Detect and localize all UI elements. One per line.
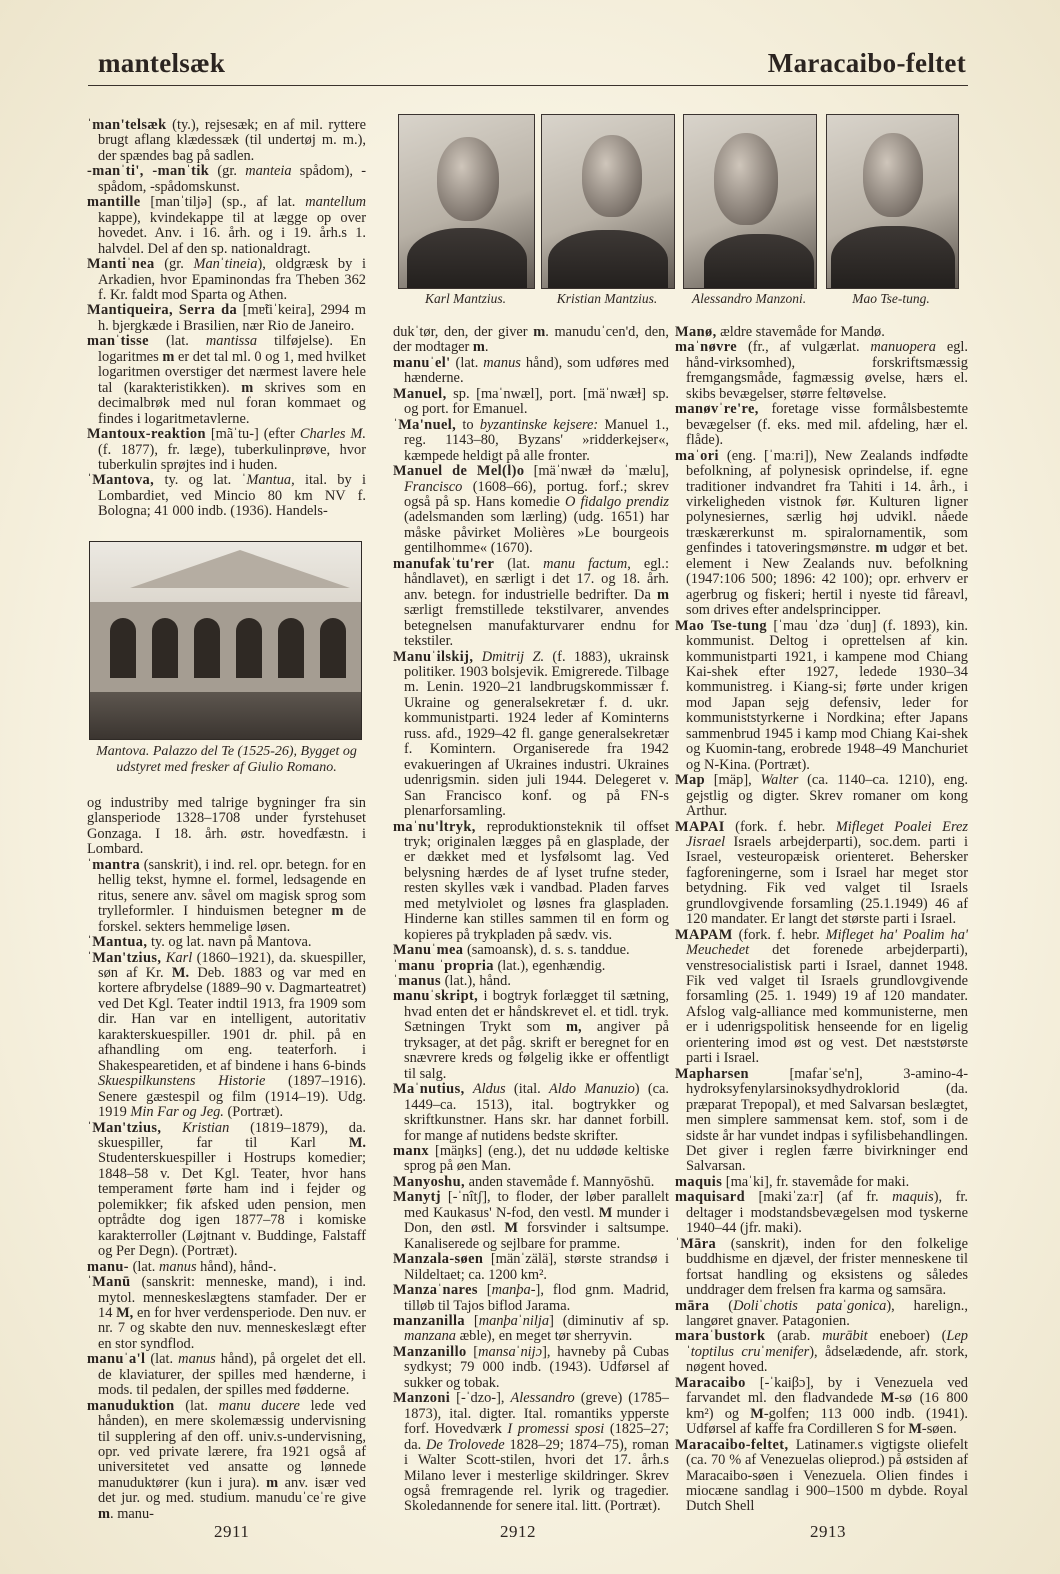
bold-abbrev: M: [880, 1390, 895, 1407]
entry-headword: Manzoni: [393, 1390, 451, 1407]
entry: manuduktion (lat. manu ducere lede ved hånden), en mere skolemæssig undervisning til supplering af den off. univ.s-undervisning, opr. ved private lærere, fra 1921 også af universitetet ved ansatte og lønnede manuduktører (kun i jura). m anv. især ved det jur. og med. studium. manuduˈceˈre give m. manu-: [87, 1397, 366, 1522]
entry-headword: manuˈa'l: [87, 1351, 146, 1368]
entry: ˈMantova, ty. og lat. ˈMantua, ital. by i Lombardiet, ved Mincio 80 km NV f. Bologna; 41 000 indb. (1936). Handels-: [87, 472, 366, 520]
entry-headword: Manuel de Mel(l)o: [393, 463, 525, 480]
entry: ˈMa'nuel, to byzantinske kejsere: Manuel 1., reg. 1143–80, Byzans' »ridderkejser«, kæmpede heldigt på alle fronter.: [393, 416, 670, 464]
entry-headword: ˈMantua,: [87, 934, 148, 951]
portrait-caption: Kristian Mantzius.: [556, 291, 658, 306]
italic-text: Manˈtineia: [193, 256, 258, 273]
italic-text: manzana: [404, 1328, 456, 1345]
entry-headword: ˈman'telsæk: [87, 117, 167, 133]
entry-headword: manuˈskript,: [393, 988, 479, 1005]
entry-headword: maˈnu'ltryk,: [393, 818, 476, 835]
entry-headword: manuduktion: [87, 1397, 175, 1414]
entry: Manzoni [-ˈdzo-], Alessandro (greve) (1785–1873), ital. digter. Ital. romantiks ypperste forf. Hovedværk I promessi sposi (1825–27; da. De Trolovede 1828–29; 1874–75), roman i Walter Scott-stilen, hvori det 17. årh.s Milano lever i mesterlige skildringer. Skrev også fremragende rel. lyrik og tragedier. Skoledannende for senere ital. litt. (Portræt).: [393, 1390, 670, 1515]
entry-headword: manzanilla: [393, 1313, 465, 1329]
italic-text: Aldus: [472, 1081, 506, 1098]
entry: manu- (lat. manus hånd), hånd-.: [87, 1258, 277, 1275]
entry: Mapharsen [mafarˈse'n], 3-amino-4-hydroksyfenylarsinoksydhydroklorid (da. præparat Trepopal), et med Salvarsan beslægtet, men simplere sammensat kem. stof, som i de sidste år har vundet indpas i syfilisbehandlingen. Det giver i reglen færre bivirkninger end Salvarsan.: [675, 1065, 968, 1175]
entry: Manyoshu, anden stavemåde f. Mannyōshū.: [393, 1173, 655, 1190]
photo-caption: Mantova. Palazzo del Te (1525-26), Bygget og udstyret med fresker af Giulio Romano.: [96, 744, 357, 775]
entry-headword: Manyoshu,: [393, 1173, 465, 1190]
italic-text: Mifleget Poalei Erez Jisrael: [686, 818, 968, 850]
entry: manufakˈtu'rer (lat. manu factum, egl.: håndlavet), en særligt i det 17. og 18. årh. anv. betegn. for industrielle bedrifter. Da m særligt fremstillede tekstilvarer, anvendes betegnelsen manufakturvarer endnu for tekstiler.: [393, 555, 669, 650]
entry: Manuˈilskij, Dmitrij Z. (f. 1883), ukrainsk politiker. 1903 bolsjevik. Emigrerede. Tilbage m. Lenin. 1920–21 landbrugskommissær f. Ukraine og generalsekretær f. d. ukr. kommunistparti. 1924 leder af Kominterns russ. afd., 1929–42 fl. gange generalsekretær f. Komintern. Organiserede fra 1942 evakueringen af Ukraines industri. Ukraines udenrigsmin. siden juli 1944. Delegeret v. San Francisco konf. og på FN-s plenarforsamling.: [393, 648, 669, 820]
italic-text: manus: [483, 354, 521, 371]
entry-headword: manu-: [87, 1258, 129, 1275]
header-rule: [88, 85, 968, 86]
entry: Manuel, sp. [maˈnwæl], port. [mäˈnwæɫ] sp. og port. for Emanuel.: [393, 385, 669, 418]
bold-abbrev: m: [241, 379, 254, 396]
italic-text: byzantinske kejsere:: [479, 416, 599, 433]
portrait-body: [548, 230, 668, 289]
entry: manx [mäŋks] (eng.), det nu uddøde keltiske sprog på øen Man.: [393, 1143, 669, 1175]
bold-abbrev: m: [266, 1474, 279, 1491]
entry: Manzala-søen [mänˈzälä], største strandsø i Nildeltaet; ca. 1200 km².: [393, 1251, 669, 1283]
entry-headword: ˈManū: [87, 1274, 131, 1291]
bold-abbrev: m: [533, 324, 546, 340]
italic-text: manþa-: [491, 1282, 536, 1299]
entry-headword: ˈMan'tzius,: [87, 1119, 162, 1136]
entry: maquis [maˈki], fr. stavemåde for maki.: [675, 1173, 910, 1190]
italic-text: Karl: [165, 949, 193, 966]
portrait-caption: Mao Tse-tung.: [852, 291, 930, 306]
italic-text: maquis: [892, 1189, 934, 1206]
running-head-left: mantelsæk: [98, 48, 226, 78]
mantova-palazzo-photo: [89, 541, 362, 740]
entry: MAPAM (fork. f. hebr. Mifleget ha' Poalim ha' Meuchedet det forenede arbejderparti), venstresocialistisk parti i Israel, dannet 1948. Fik ved valget til Israels grundlovgivende forsamling (25. 1. 1949) 19 af 120 mandater. Afslog valg-alliance med kommunisterne, men er i udenrigspolitisk henseende for en ligelig orientering imod øst og vest. Det næststørste parti i Israel.: [675, 926, 968, 1067]
entry-headword: Manø,: [675, 324, 717, 340]
portrait-head: [863, 133, 923, 217]
page-number: 2912: [500, 1522, 536, 1541]
italic-text: manuopera: [870, 339, 936, 356]
entry-headword: ˈmanu ˈpropria: [393, 957, 494, 974]
italic-text: manteia: [245, 163, 292, 180]
entry: Map [mäp], Walter (ca. 1140–ca. 1210), eng. gejstlig og digter. Skrev romaner om kong Arthur.: [675, 772, 968, 820]
entry-headword: Mantiˈnea: [87, 256, 155, 273]
bold-abbrev: M.: [348, 1134, 366, 1151]
entry: ˈMan'tzius, Kristian (1819–1879), da. skuespiller, far til Karl M. Studenterskuespiller i Hostrups komedier; 1848–58 v. Det Kgl. Teater, hvor hans temperament førte ham ind i fejder og polemikker; fik afsked uden pension, men optrådte dog igen 1877–78 i komiske karakterroller (Løjtnant v. Buddinge, Falstaff og Per Degn). (Portræt).: [87, 1119, 366, 1260]
entry-continuation: dukˈtør, den, der giver m. manuduˈcen'd, den, der modtager m.: [393, 324, 669, 356]
italic-text: Mifleget ha' Poalim ha' Meuchedet: [686, 926, 968, 959]
italic-text: Francisco: [404, 478, 463, 495]
portrait-body: [831, 226, 955, 289]
bold-abbrev: m,: [565, 1019, 582, 1036]
italic-text: De Trolovede: [426, 1436, 505, 1453]
entry-headword: manufakˈtu'rer: [393, 555, 495, 572]
entry-headword: manx: [393, 1143, 429, 1160]
entry-headword: maquis: [675, 1173, 723, 1190]
bold-abbrev: m: [657, 586, 669, 603]
entry: Manuel de Mel(l)o [mäˈnwæɫ də ˈmælu], Francisco (1608–66), portug. forf.; skrev også på sp. Hans komedie O fidalgo prendiz (adelsmanden som lærling) (udg. 1651) har måske påvirket Molières »Le bourgeois gentilhomme« (1670).: [393, 463, 669, 557]
entry-headword: maquisard: [675, 1189, 745, 1206]
entry: māra (Doliˈchotis pataˈgonica), harelign., langøret gnaver. Patagonien.: [675, 1297, 968, 1329]
entry: maˈnu'ltryk, reproduktionsteknik til offset tryk; originalen lægges på en glasplade, der er dækket med et lysfølsomt lag. Ved belysning hærdes de af lyset trufne steder, resten skylles væk i vandbad. Pladen farves med metylviolet og løsnes fra glaspladen. Hinderne kan stilles sammen til en form og kopieres på trykpladen på sædv. vis.: [393, 818, 669, 943]
portrait-caption: Alessandro Manzoni.: [691, 291, 807, 306]
entry-headword: manøvˈre're,: [675, 401, 759, 418]
italic-text: Doliˈchotis pataˈgonica: [733, 1297, 887, 1314]
italic-text: I promessi sposi: [507, 1421, 605, 1438]
entry-headword: maˈnøvre: [675, 339, 738, 356]
entry: Mantoux-reaktion [mãˈtu-] (efter Charles M. (f. 1877), fr. læge), tuberkulinprøve, hvor tuberkulin sprøjtes ind i huden.: [87, 426, 367, 473]
portrait-head: [437, 137, 499, 221]
entry: Mantiqueira, Serra da [mɐ̃tiˈkeira], 2994 m h. bjergkæde i Brasilien, nær Rio de Janeiro.: [87, 302, 366, 334]
entry-headword: Maracaibo: [675, 1374, 746, 1391]
italic-text: Skuespilkunstens Historie: [98, 1073, 266, 1090]
photo-arch: [152, 618, 178, 678]
entry-headword: Manzanillo: [393, 1343, 467, 1360]
entry: maˈori (eng. [ˈmaːri]), New Zealands indfødte befolkning, af polynesisk oprindelse, if. egne traditioner indvandret fra Tahiti i 14. årh., i virkeligheden vistnok før. Kulturen ligner polynesiernes, særlig høj udvikl. nåede træskærerkunst m. spiralornamentik, som genfindes i tatoveringsmønstre. m udgør et bet. element i New Zealands nuv. befolkning (1947:106 500; 1896: 42 100); opr. erhverv er agerbrug og fiskeri; hertil i nyeste tid fåreavl, som drives efter andelsprincipper.: [675, 447, 969, 619]
entry: maˈnøvre (fr., af vulgærlat. manuopera egl. hånd-virksomhed), forskriftsmæssig fremgangsmåde, fagmæssig øvelse, hærs el. skibs bevægelser, større feltøvelse.: [675, 339, 968, 402]
entry: Manytj [-ˈnîtʃ], to floder, der løber parallelt med Kaukasus' N-fod, den vestl. M munder i Don, den østl. M forsvinder i saltsumpe. Kanaliserede og sejlbare for pramme.: [393, 1189, 669, 1252]
entry: ˈManū (sanskrit: menneske, mand), i ind. mytol. menneskeslægtens stamfader. Der er 14 M, en for hver verdensperiode. Den nuv. er nr. 7 og skabte den nuv. menneskeslægt efter en stor syndflod.: [87, 1274, 366, 1352]
entry-headword: MAPAM: [675, 926, 733, 943]
entry: manuˈel' (lat. manus hånd), som udføres med hænderne.: [393, 354, 669, 387]
running-head-right: Maracaibo-feltet: [767, 48, 966, 78]
entry: Manuˈmea (samoansk), d. s. s. tanddue.: [393, 942, 630, 959]
entry: Manzanillo [mansaˈnijɔ], havneby på Cubas sydkyst; 79 000 indb. (1943). Udførsel af sukker og tobak.: [393, 1343, 670, 1391]
entry-headword: maˈori: [675, 447, 719, 464]
entry: ˈmanus (lat.), hånd.: [393, 973, 511, 990]
entry-headword: manˈtisse: [87, 333, 149, 350]
entry-headword: ˈMāra: [675, 1235, 717, 1252]
entry-headword: Mantoux-reaktion: [87, 426, 206, 443]
portrait-head: [714, 133, 778, 225]
entry-headword: Maˈnutius,: [393, 1081, 465, 1098]
bold-abbrev: m: [331, 903, 344, 920]
entry: Maˈnutius, Aldus (ital. Aldo Manuzio) (ca. 1449–ca. 1513), ital. bogtrykker og skriftkunstner. Hans skr. har dannet forbill. for mange af nutidens bedste skrifter.: [393, 1081, 670, 1144]
entry-headword: Manzala-søen: [393, 1251, 484, 1268]
portrait-karl-mantzius: [398, 114, 535, 289]
italic-text: Walter: [760, 772, 799, 789]
bold-abbrev: M,: [116, 1304, 134, 1321]
photo-water: [90, 692, 361, 739]
bold-abbrev: m: [472, 339, 485, 356]
entry-continuation: og industriby med talrige bygninger fra sin glansperiode 1328–1708 under fyrstehuset Gonzaga. I 18. årh. østr. hovedfæstn. i Lombard.: [87, 795, 366, 858]
italic-text: manu factum: [543, 555, 628, 572]
entry: ˈmanu ˈpropria (lat.), egenhændig.: [393, 957, 606, 974]
bold-abbrev: m: [875, 540, 888, 557]
page-number: 2913: [810, 1522, 846, 1541]
entry-headword: ˈMantova,: [87, 472, 155, 489]
portrait-kristian-mantzius: [541, 114, 675, 289]
column-2: [393, 325, 669, 1515]
entry: Maracaibo [-ˈkaiβɔ], by i Venezuela ved farvandet ml. den fladvandede M-sø (16 800 km²) og M-golfen; 113 000 indb. (1941). Udførsel af kaffe fra Cordilleren S for M-søen.: [675, 1374, 968, 1438]
entry: MAPAI (fork. f. hebr. Mifleget Poalei Erez Jisrael Israels arbejderparti), soc.dem. parti i Israel, vesteuropæisk orienteret. Behersker fagforeningerne, som i Israel har meget stor betydning. Fik ved valget til Israels grundlovgivende forsamling (25.1.1949) 46 af 120 mandater. Er langt det største parti i Israel.: [675, 818, 968, 928]
bold-abbrev: M: [750, 1405, 764, 1422]
entry-headword: Manuˈmea: [393, 942, 464, 959]
entry-headword: Maracaibo-feltet,: [675, 1436, 789, 1453]
entry: Manø, ældre stavemåde for Mandø.: [675, 324, 885, 340]
italic-text: Min Far og Jeg.: [130, 1104, 224, 1121]
entry-headword: ˈMa'nuel,: [393, 416, 457, 433]
page-number: 2911: [214, 1522, 250, 1541]
bold-abbrev: M: [908, 1421, 922, 1438]
photo-arch: [278, 618, 304, 678]
entry: manuˈa'l (lat. manus hånd), på orgelet det ell. de klaviaturer, der spilles med hænderne, i mods. til pedalen, der spilles med fødderne.: [87, 1351, 366, 1399]
italic-text: manþaˈnilja: [478, 1313, 550, 1329]
entry-headword: ˈmanus: [393, 973, 441, 990]
entry-headword: Manzaˈnares: [393, 1282, 478, 1299]
entry: Mao Tse-tung [ˈmau ˈdzə ˈduŋ] (f. 1893), kin. kommunist. Deltog i oprettelsen af kin. kommunistparti 1921, i kampene mod Chiang Kai-shek efter 1927, ledede 1930–34 kommunistreg. i Kiang-si; førte under krigen mod Japan sejg defensiv, leder for kommuniststyrkerne i Nordkina; efter Japans sammenbrud 1945 i kamp mod Chiang Kai-shek og Kuomin-tang, erobrede 1948–49 Manchuriet og N-Kina. (Portræt).: [675, 617, 968, 773]
entry: ˈMan'tzius, Karl (1860–1921), da. skuespiller, søn af Kr. M. Deb. 1883 og var med en kortere afbrydelse (1889–90 v. Dagmarteatret) ved Det Kgl. Teater indtil 1913, fra 1909 som dir. Han var en intelligent, autoritativ karakterskuespiller. 1901 dr. phil. på en afhandling om eng. teaterforh. i Shakespearetiden, et af bindene i hans 6-binds Skuespilkunstens Historie (1897–1916). Senere gæstespil og film (1914–19). Udg. 1919 Min Far og Jeg. (Portræt).: [87, 949, 366, 1121]
entry: -manˈti', -manˈtik (gr. manteia spådom), -spådom, -spådomskunst.: [87, 163, 366, 195]
portrait-head: [582, 135, 642, 217]
column-1-top: [87, 118, 366, 520]
bold-abbrev: M: [598, 1204, 613, 1221]
entry-headword: Mantiqueira, Serra da: [87, 302, 238, 319]
photo-arch: [194, 618, 220, 678]
portrait-mao-tse-tung: [826, 114, 959, 289]
entry: Maracaibo-feltet, Latinamer.s vigtigste oliefelt (ca. 70 % af Venezuelas olieprod.) på østsiden af Maracaibo-søen i Venezuela. Olien findes i miocæne sandlag i 900–1500 m dybde. Royal Dutch Shell: [675, 1436, 968, 1515]
portrait-caption: Karl Mantzius.: [424, 291, 506, 306]
bold-abbrev: m: [98, 1505, 110, 1522]
photo-arch: [320, 618, 346, 678]
entry-headword: maraˈbustork: [675, 1328, 766, 1345]
italic-text: Mantua: [246, 472, 292, 489]
entry: maquisard [makiˈzaːr] (af fr. maquis), fr. deltager i modstandsbevægelsen mod tyskerne 1940–44 (jfr. maki).: [675, 1189, 968, 1237]
entry: ˈman'telsæk (ty.), rejsesæk; en af mil. ryttere brugt aflang klædessæk (til undertøj m. m.), der spændes bag på sadlen.: [87, 117, 366, 164]
italic-text: O fidalgo prendiz: [564, 493, 669, 510]
italic-text: Aldo Manuzio: [548, 1081, 635, 1098]
entry-headword: ˈMan'tzius,: [87, 949, 162, 966]
entry: Manzaˈnares [manþa-], flod gnm. Madrid, tilløb til Tajos biflod Jarama.: [393, 1282, 669, 1314]
entry: ˈMantua, ty. og lat. navn på Mantova.: [87, 934, 312, 951]
entry-headword: Manuˈilskij,: [393, 648, 474, 665]
entry: manzanilla [manþaˈnilja] (diminutiv af sp. manzana æble), en meget tør sherryvin.: [393, 1313, 669, 1345]
entry: manøvˈre're, foretage visse formålsbestemte bevægelser (f. eks. med mil. afdeling, hær el. flåde).: [675, 401, 968, 449]
italic-text: Dmitrij Z.: [481, 648, 545, 665]
photo-roof: [130, 550, 350, 588]
entry-headword: manuˈel': [393, 354, 451, 371]
column-1-bottom: [87, 796, 366, 1522]
italic-text: manus: [178, 1351, 216, 1368]
entry-headword: Manytj: [393, 1189, 441, 1206]
entry: manˈtisse (lat. mantissa tilføjelse). En logaritmes m er det tal ml. 0 og 1, med hvilket logaritmen overstiger det nærmest lavere hele tal (karakteristikken). m skrives som en decimalbrøk med nul foran kommaet og findes i logaritmetavlerne.: [87, 333, 367, 427]
italic-text: Charles M.: [299, 426, 367, 443]
portrait-body: [407, 228, 527, 289]
entry-headword: -manˈti', -manˈtik: [87, 163, 210, 180]
italic-text: murābit: [822, 1328, 868, 1345]
bold-abbrev: M: [504, 1220, 518, 1237]
italic-text: mantellum: [305, 194, 366, 211]
entry-headword: Mao Tse-tung: [675, 617, 767, 634]
portrait-alessandro-manzoni: [683, 114, 817, 289]
italic-text: mantissa: [205, 333, 258, 350]
entry-headword: mantille: [87, 194, 141, 211]
italic-text: Alessandro: [510, 1390, 575, 1407]
italic-text: Lepˈtoptilus cruˈmenifer: [686, 1328, 968, 1360]
portrait-body: [704, 234, 814, 289]
entry-headword: māra: [675, 1297, 710, 1314]
photo-arch: [236, 618, 262, 678]
italic-text: Kristian: [182, 1119, 230, 1136]
entry-headword: Mapharsen: [675, 1065, 749, 1082]
entry-headword: ˈmantra: [87, 856, 141, 873]
bold-abbrev: m: [162, 348, 175, 365]
entry: manuˈskript, i bogtryk forlægget til sætning, hvad enten det er håndskrevet el. et tidl. tryk. Sætningen Trykt som m, angiver på tryksager, at det påg. skrift er beregnet for en snævrere kreds og følgelig ikke er offentligt til salg.: [393, 988, 669, 1082]
entry: mantille [manˈtiljə] (sp., af lat. mantellum kappe), kvindekappe til at lægge op over hovedet. Anv. i 16. årh. og i 19. årh.s 1. halvdel. Del af den sp. nationaldragt.: [87, 194, 366, 257]
column-3: [675, 325, 968, 1515]
entry: ˈMāra (sanskrit), inden for den folkelige buddhisme en djævel, der frister menneskene til fortsat handling og eksistens og således unddrager dem frelsen fra karma og samsāra.: [675, 1235, 968, 1299]
bold-abbrev: M.: [171, 964, 190, 981]
entry: Mantiˈnea (gr. Manˈtineia), oldgræsk by i Arkadien, hvor Epaminondas fra Theben 362 f. Kr. faldt mod Sparta og Athen.: [87, 256, 366, 303]
entry: ˈmantra (sanskrit), i ind. rel. opr. betegn. for en hellig tekst, hymne el. formel, ledsagende en ritus, senere anv. såvel om magisk sprog som trylleformler. I hinduismen betegner m de forskel. sekters hemmelige løsen.: [87, 856, 367, 935]
photo-arch: [110, 618, 136, 678]
entry-headword: Manuel,: [393, 385, 447, 402]
italic-text: mansaˈnijɔ: [478, 1343, 543, 1360]
entry-headword: Map: [675, 772, 705, 789]
italic-text: manu ducere: [218, 1397, 300, 1414]
entry-headword: MAPAI: [675, 818, 725, 835]
italic-text: manus: [158, 1258, 197, 1275]
entry: maraˈbustork (arab. murābit eneboer) (Lepˈtoptilus cruˈmenifer), ådselædende, afr. stork, nøgent hoved.: [675, 1328, 968, 1376]
